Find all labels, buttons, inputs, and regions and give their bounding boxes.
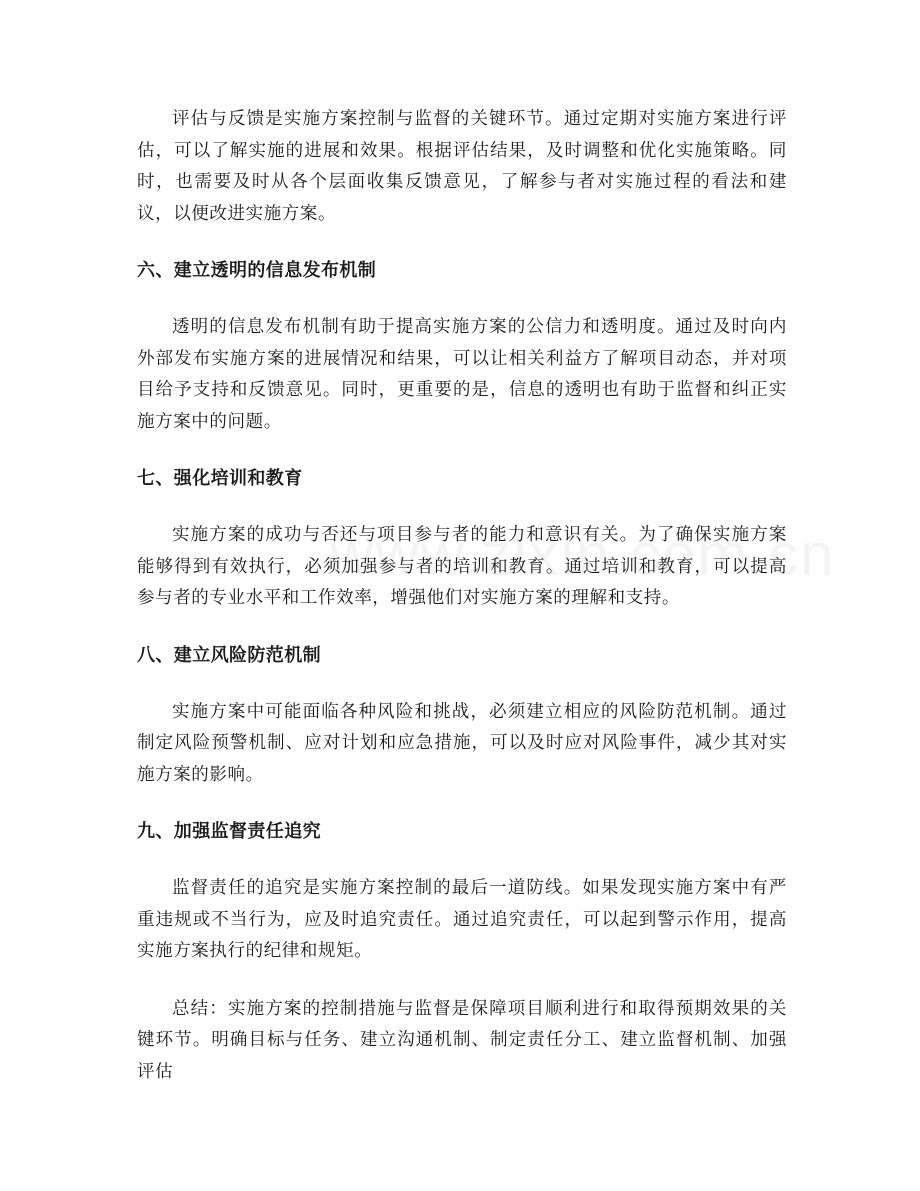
paragraph-summary: 总结：实施方案的控制措施与监督是保障项目顺利进行和取得预期效果的关键环节。明确目标与任务、建立沟通机制、制定责任分工、建立监督机制、加强评估 bbox=[137, 998, 787, 1082]
paragraph-evaluation-feedback: 评估与反馈是实施方案控制与监督的关键环节。通过定期对实施方案进行评估，可以了解实施的进展和效果。根据评估结果，及时调整和优化实施策略。同时，也需要及时从各个层面收集反馈意见，了解参与者对实施过程的看法和建议，以便改进实施方案。 bbox=[137, 109, 787, 224]
paragraph-section-8: 实施方案中可能面临各种风险和挑战，必须建立相应的风险防范机制。通过制定风险预警机制、应对计划和应急措施，可以及时应对风险事件，减少其对实施方案的影响。 bbox=[137, 701, 787, 785]
heading-section-9: 九、加强监督责任追究 bbox=[137, 821, 321, 842]
heading-section-8: 八、建立风险防范机制 bbox=[137, 644, 321, 666]
paragraph-section-9: 监督责任的追究是实施方案控制的最后一道防线。如果发现实施方案中有严重违规或不当行为，应及时追究责任。通过追究责任，可以起到警示作用，提高实施方案执行的纪律和规矩。 bbox=[137, 878, 787, 961]
heading-section-6: 六、建立透明的信息发布机制 bbox=[137, 260, 377, 281]
heading-section-7: 七、强化培训和教育 bbox=[137, 468, 303, 489]
document-body bbox=[137, 104, 787, 1114]
paragraph-section-6: 透明的信息发布机制有助于提高实施方案的公信力和透明度。通过及时向内外部发布实施方案的进展情况和结果，可以让相关利益方了解项目动态，并对项目给予支持和反馈意见。同时，更重要的是，信息的透明也有助于监督和纠正实施方案中的问题。 bbox=[137, 317, 787, 432]
paragraph-section-7: 实施方案的成功与否还与项目参与者的能力和意识有关。为了确保实施方案能够得到有效执行，必须加强参与者的培训和教育。通过培训和教育，可以提高参与者的专业水平和工作效率，增强他们对实施方案的理解和支持。 bbox=[137, 525, 787, 608]
